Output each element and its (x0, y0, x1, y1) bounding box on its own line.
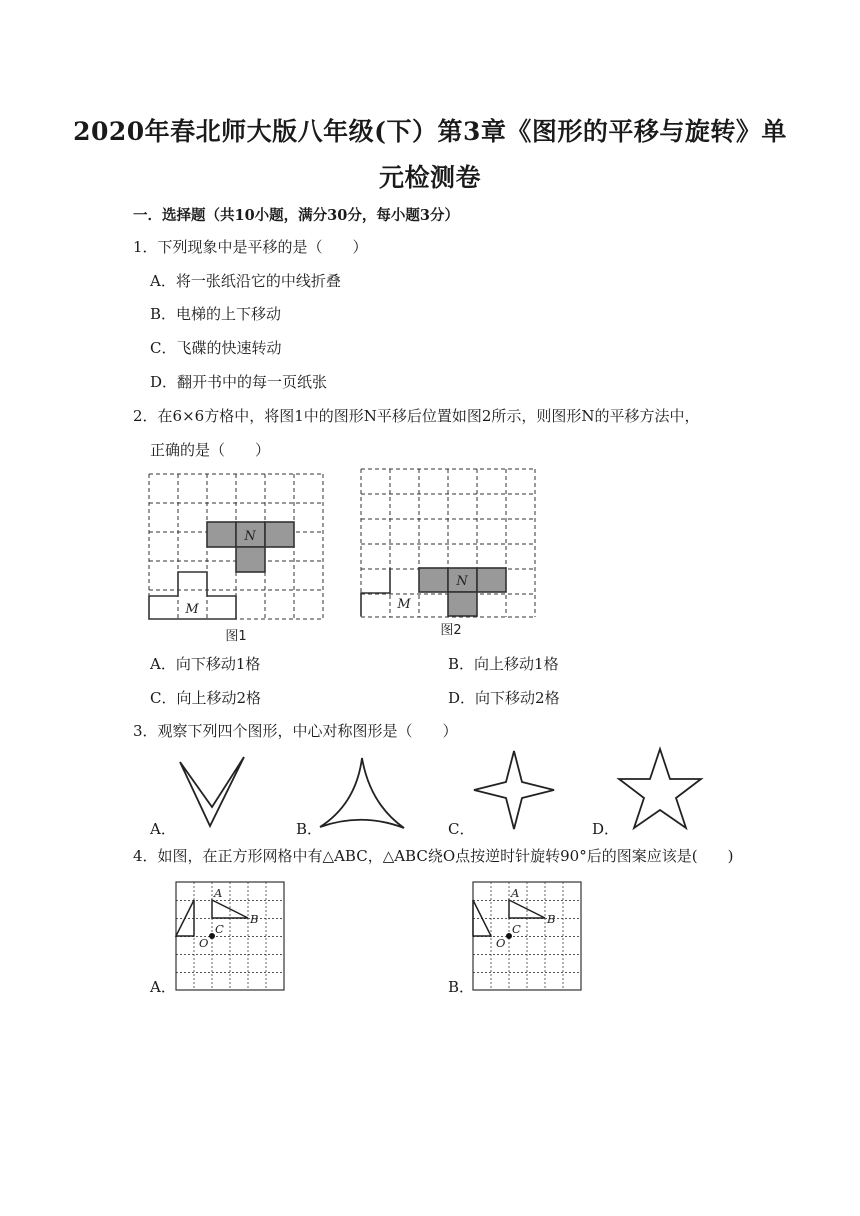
n2-cell-4 (448, 592, 477, 616)
q1-option-b[interactable]: B．电梯的上下移动 (150, 305, 282, 323)
question-2-stem-line2: 正确的是（ ） (150, 441, 271, 459)
document-title-line2: 元检测卷 (378, 163, 481, 192)
q4a-label-b: B (250, 912, 259, 926)
n-cell-3 (265, 522, 294, 547)
q4a-rotated-triangle (176, 900, 194, 936)
q4a-label-c: C (215, 922, 224, 936)
question-4-stem: 4．如图，在正方形网格中有△ABC，△ABC绕O点按逆时针旋转90°后的图案应该是( ) (133, 847, 734, 865)
q4b-label-o: O (496, 936, 506, 950)
fig1-caption: 图1 (225, 629, 247, 644)
q3-shape-d-five-point-star (616, 746, 704, 832)
q4-figure-b (469, 878, 585, 994)
q1-option-c[interactable]: C．飞碟的快速转动 (150, 339, 282, 357)
q2-figure-2 (357, 465, 541, 643)
q4b-label-a: A (511, 886, 520, 900)
q3-shape-c-four-point-star (470, 748, 558, 832)
q3-option-a[interactable]: A． (150, 820, 176, 838)
n2-cell-1 (419, 568, 448, 592)
q3-option-c[interactable]: C． (448, 820, 475, 838)
q4a-label-a: A (214, 886, 223, 900)
fig1-label-n: N (244, 529, 256, 544)
question-2-stem-line1: 2．在6×6方格中，将图1中的图形N平移后位置如图2所示，则图形N的平移方法中， (133, 407, 700, 425)
question-3-stem: 3．观察下列四个图形，中心对称图形是（ ） (133, 722, 458, 740)
n-cell-1 (207, 522, 236, 547)
q3-shape-b-curved-triangle (316, 754, 412, 834)
m2-shape (361, 568, 390, 616)
q4-option-b[interactable]: B． (448, 978, 475, 996)
fig1-label-m: M (185, 602, 199, 617)
q4b-rotated-triangle (473, 900, 491, 936)
question-1-stem: 1．下列现象中是平移的是（ ） (133, 238, 368, 256)
document-title-line1: 2020年春北师大版八年级(下）第3章《图形的平移与旋转》单 (73, 117, 787, 146)
q1-option-d[interactable]: D．翻开书中的每一页纸张 (150, 373, 328, 391)
q1-option-a[interactable]: A．将一张纸沿它的中线折叠 (150, 272, 341, 290)
fig2-caption: 图2 (440, 623, 462, 638)
q4a-label-o: O (199, 936, 209, 950)
n2-cell-3 (477, 568, 506, 592)
q4b-label-c: C (512, 922, 521, 936)
fig2-label-m: M (397, 597, 411, 612)
q3-shape-a-chevron (170, 752, 250, 832)
q2-option-d[interactable]: D．向下移动2格 (448, 689, 560, 707)
q3-option-b[interactable]: B． (296, 820, 323, 838)
q4-figure-a (172, 878, 288, 994)
n-cell-4 (236, 547, 265, 572)
q4-option-a[interactable]: A． (150, 978, 176, 996)
q3-option-d[interactable]: D． (592, 820, 620, 838)
q4b-label-b: B (547, 912, 556, 926)
section-header: 一．选择题（共10小题，满分30分，每小题3分） (133, 207, 459, 224)
q2-option-b[interactable]: B．向上移动1格 (448, 655, 559, 673)
q2-option-a[interactable]: A．向下移动1格 (150, 655, 261, 673)
fig2-label-n: N (456, 574, 468, 589)
q2-figure-1 (146, 470, 330, 648)
q2-option-c[interactable]: C．向上移动2格 (150, 689, 262, 707)
